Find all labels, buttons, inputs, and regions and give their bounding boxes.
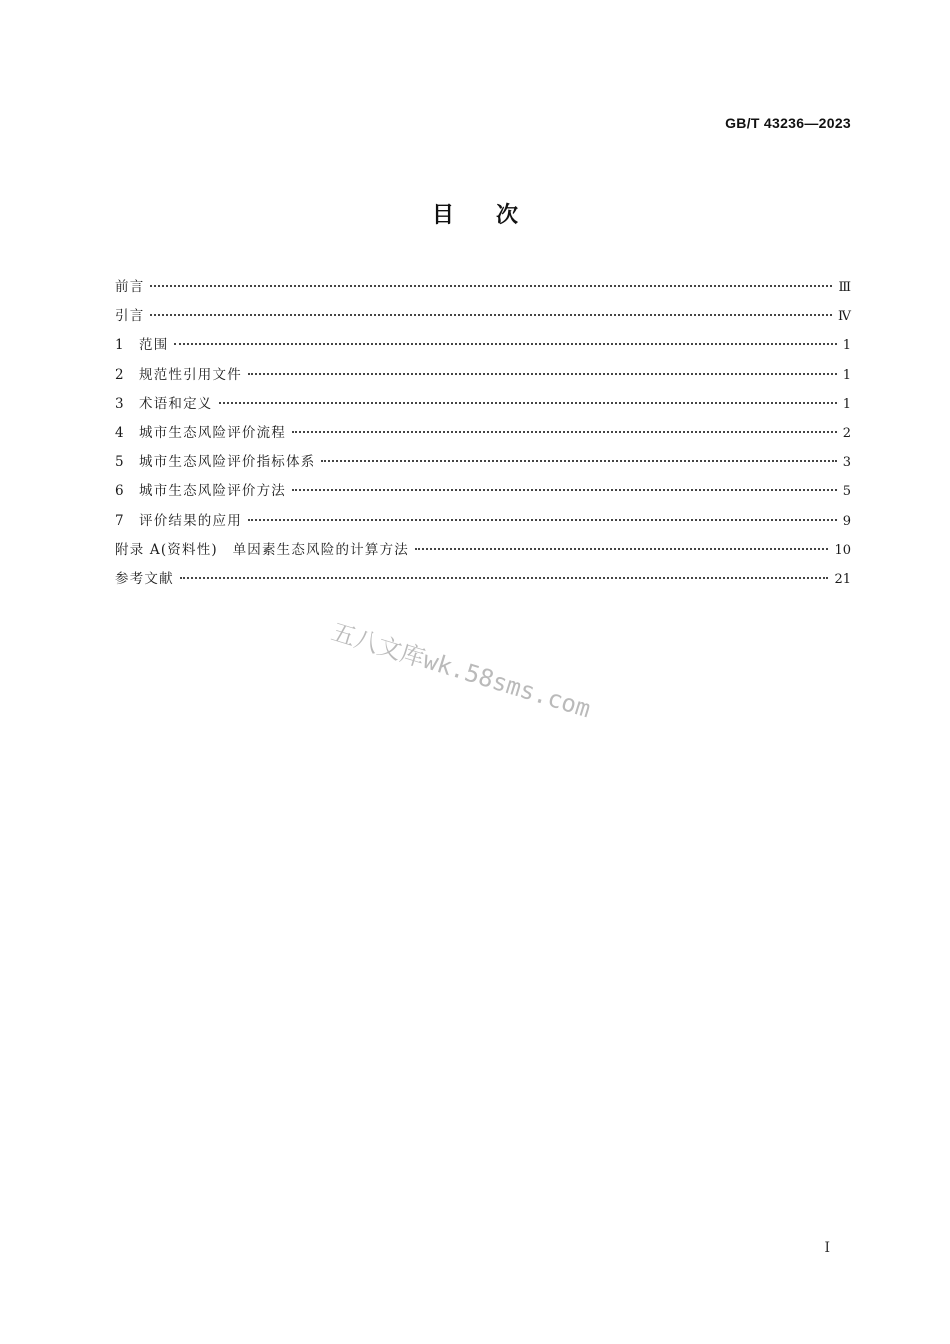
toc-entry-label: 城市生态风险评价方法 (139, 483, 286, 500)
toc-entry-page: 1 (842, 396, 851, 412)
toc-entry-3[interactable] (115, 394, 851, 423)
toc-entry-6[interactable] (115, 481, 851, 510)
toc-entry-page: 3 (842, 455, 851, 471)
dot-leader (180, 577, 829, 579)
toc-entry-page: 5 (842, 484, 851, 500)
toc-entry-number: 7 (115, 512, 124, 529)
toc-entry-page: 21 (834, 571, 851, 587)
toc-entry-introduction[interactable] (115, 306, 851, 335)
toc-entry-number: 3 (115, 395, 124, 412)
toc-entry-page: 1 (842, 338, 851, 354)
toc-entry-page: 1 (842, 367, 851, 383)
dot-leader (219, 402, 837, 404)
toc-entry-label: 参考文献 (115, 570, 174, 587)
toc-entry-number: 2 (115, 366, 124, 383)
toc-entry-bibliography[interactable] (115, 569, 851, 598)
toc-entry-label: 城市生态风险评价流程 (139, 424, 286, 441)
toc-entry-appendix-a[interactable] (115, 540, 851, 569)
toc-entry-label: 引言 (115, 308, 145, 325)
toc-entry-5[interactable] (115, 452, 851, 481)
toc-entry-label: 附录 A(资料性) 单因素生态风险的计算方法 (115, 541, 409, 558)
title-char-2: 次 (496, 203, 519, 228)
dot-leader (248, 373, 837, 375)
dot-leader (174, 343, 836, 345)
toc-entry-page: 2 (842, 425, 851, 441)
dot-leader (292, 489, 837, 491)
toc-entry-page: 10 (834, 542, 851, 558)
table-of-contents (115, 277, 851, 598)
standard-number: GB/T 43236—2023 (725, 115, 851, 131)
watermark: 五八文库wk.58sms.com (328, 617, 594, 724)
toc-entry-label: 城市生态风险评价指标体系 (139, 454, 316, 471)
toc-entry-label: 范围 (139, 337, 169, 354)
toc-entry-label: 评价结果的应用 (139, 512, 242, 529)
toc-entry-1[interactable] (115, 335, 851, 364)
dot-leader (248, 519, 837, 521)
toc-entry-number: 1 (115, 337, 124, 354)
toc-entry-label: 前言 (115, 279, 145, 295)
toc-entry-number: 5 (115, 454, 124, 471)
title-char-1: 目 (431, 203, 454, 228)
page-title (0, 198, 950, 229)
toc-entry-2[interactable] (115, 365, 851, 394)
dot-leader (292, 431, 837, 433)
toc-entry-foreword[interactable] (115, 277, 851, 306)
toc-entry-4[interactable] (115, 423, 851, 452)
dot-leader (150, 285, 832, 287)
toc-entry-number: 6 (115, 483, 124, 500)
toc-entry-page: Ⅳ (838, 309, 851, 325)
toc-entry-page: Ⅲ (838, 280, 851, 295)
toc-entry-number: 4 (115, 424, 124, 441)
toc-entry-page: 9 (842, 513, 851, 529)
dot-leader (415, 548, 828, 550)
toc-entry-label: 规范性引用文件 (139, 366, 242, 383)
dot-leader (321, 460, 836, 462)
dot-leader (150, 314, 832, 316)
toc-entry-label: 术语和定义 (139, 395, 213, 412)
toc-entry-7[interactable] (115, 511, 851, 540)
page-number: I (824, 1240, 830, 1256)
